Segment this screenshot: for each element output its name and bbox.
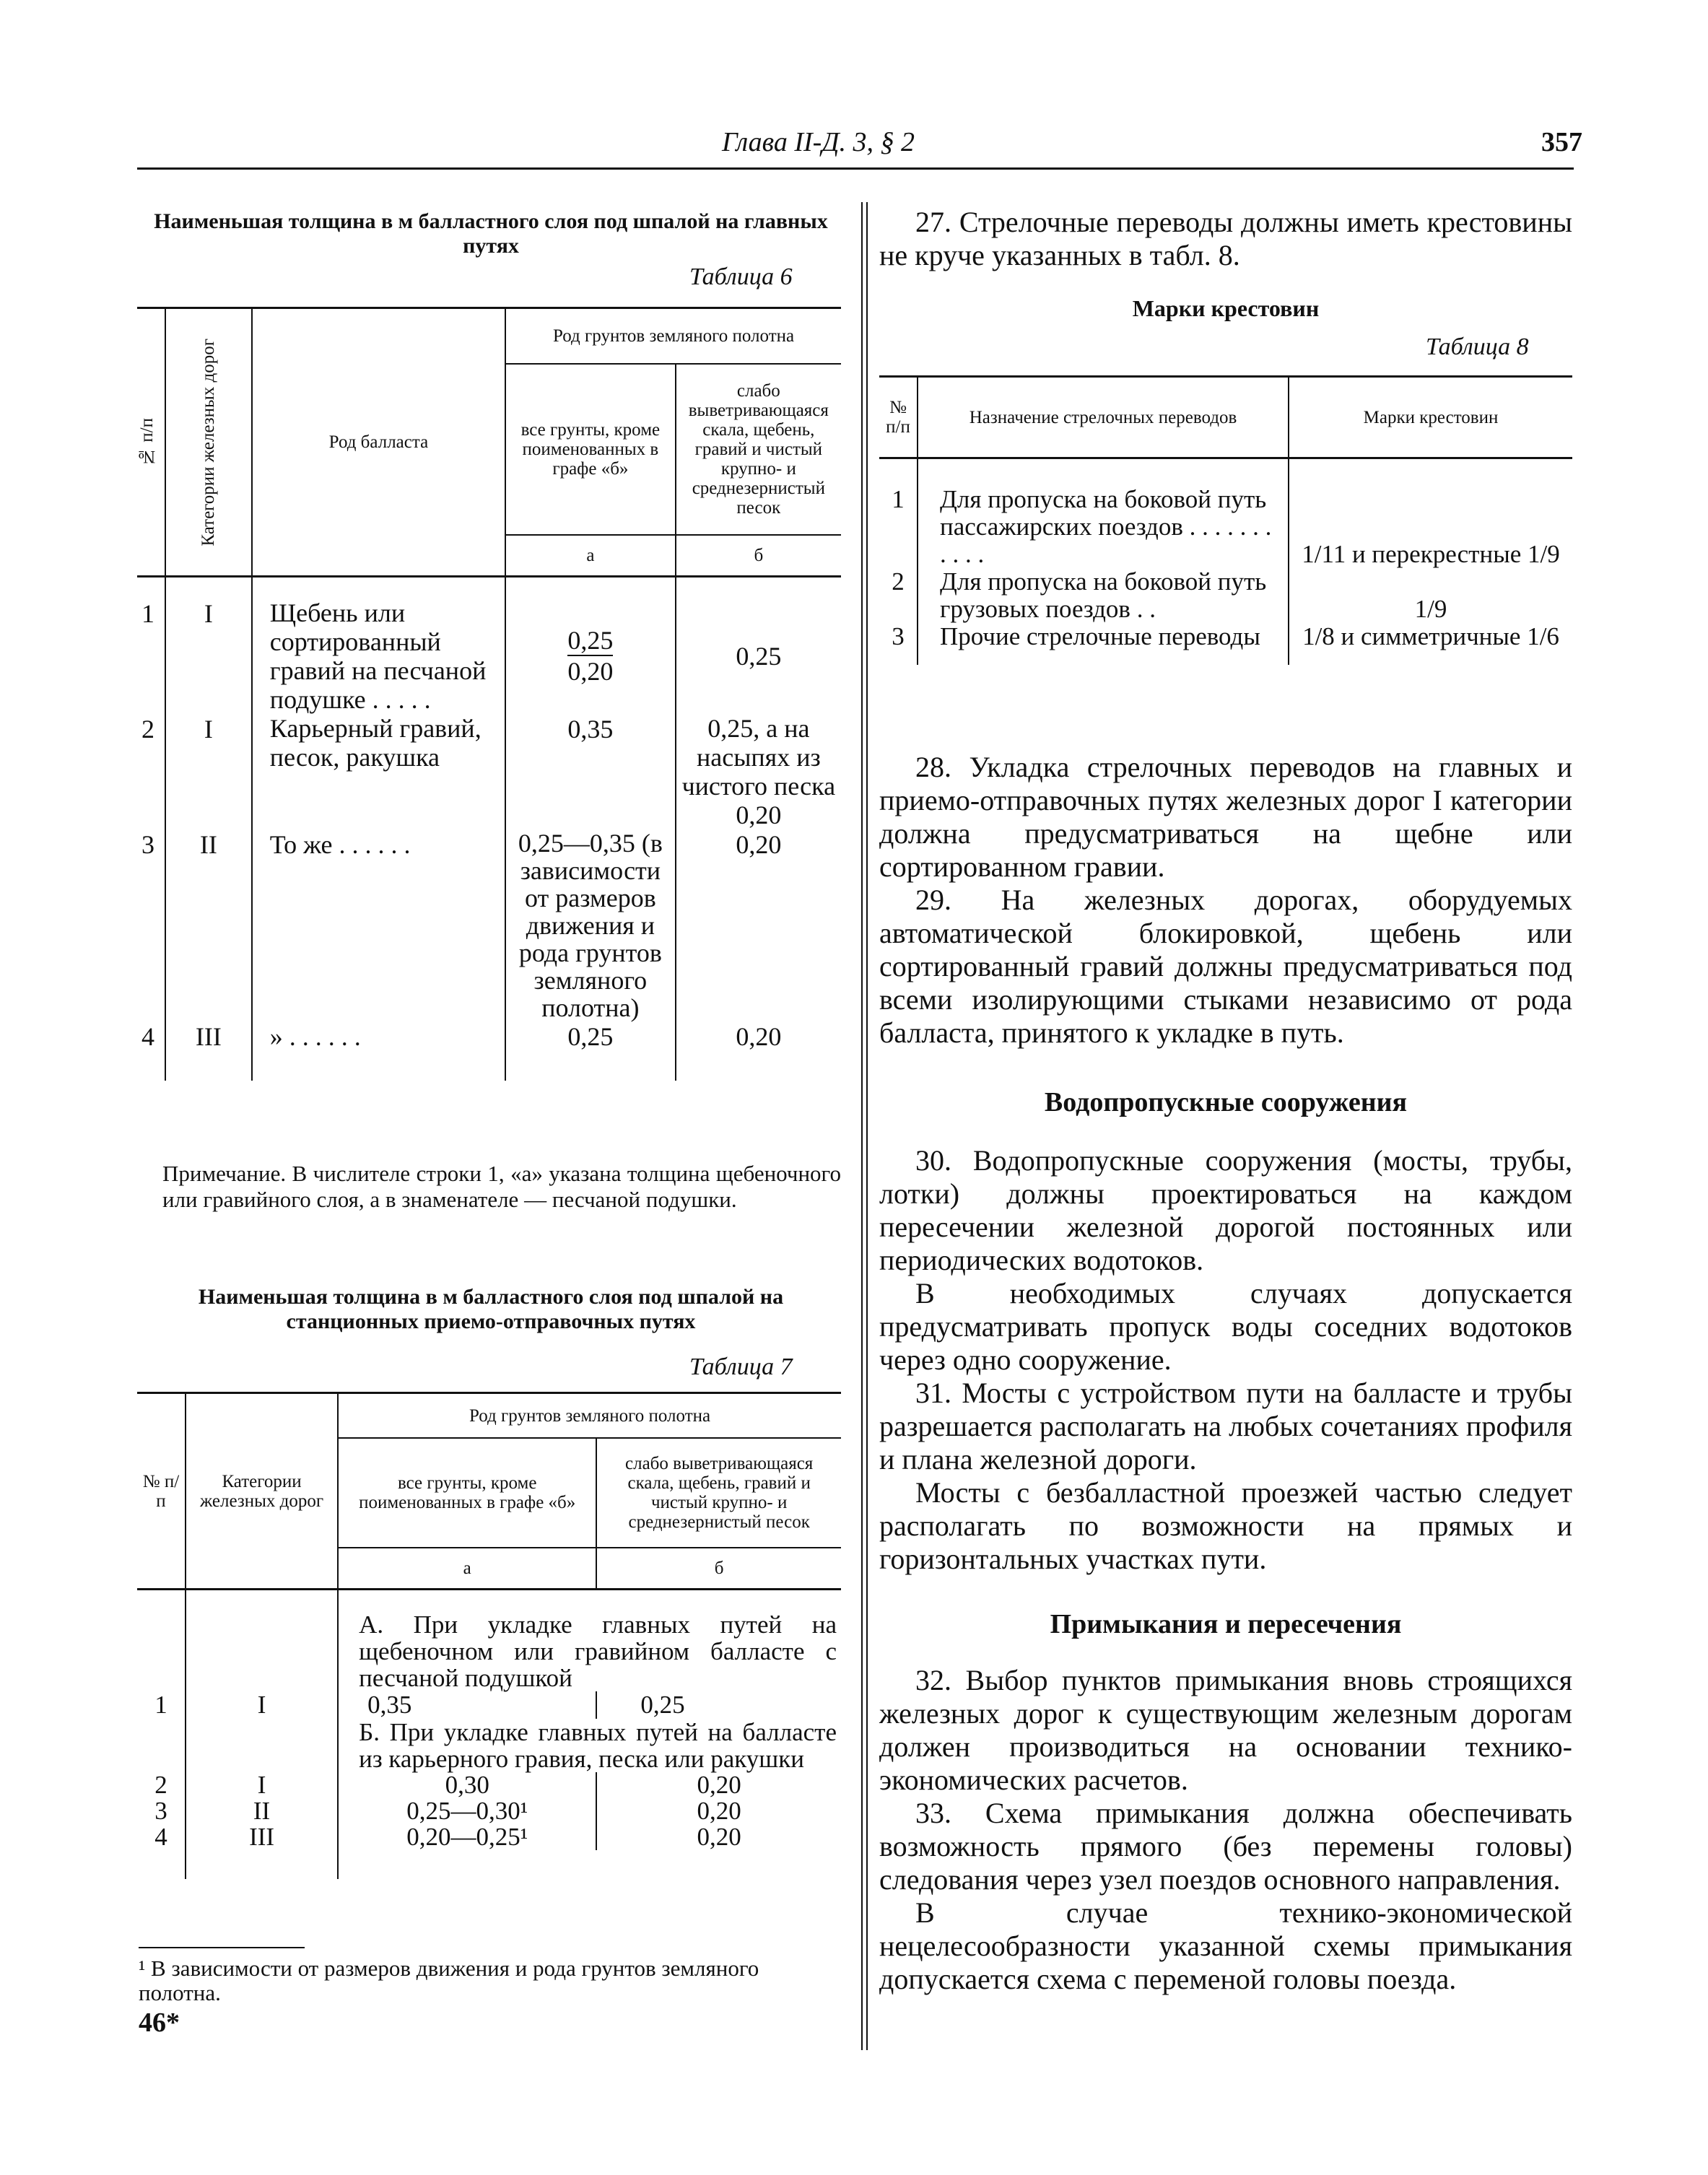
paragraph-31b: Мосты с безбалластной проезжей частью следует располагать по возможности на прямых и горизонтальных участках пути. bbox=[879, 1476, 1572, 1575]
table7 bbox=[137, 1392, 841, 1879]
table7-title: Наименьшая толщина в м балластного слоя под шпалой на станционных приемо-отправочных путях bbox=[198, 1285, 784, 1333]
table-row: 1 I 0,35 0,25 bbox=[137, 1691, 841, 1719]
column-divider-2 bbox=[866, 202, 868, 2050]
table8-header-marks: Марки крестовин bbox=[1289, 377, 1572, 458]
paragraph-29: 29. На железных дорогах, оборудуемых автоматической блокировкой, щебень или сортированный гравий должны предусматриваться под всеми изолирующими стыками независимо от рода балласта, принятого к укладке в путь. bbox=[879, 884, 1572, 1049]
paragraph-30: 30. Водопропускные сооружения (мосты, трубы, лотки) должны проектироваться на каждом пересечении железной дорогой постоянных или периодических водотоков. bbox=[879, 1144, 1572, 1276]
paragraph-32: 32. Выбор пунктов примыкания вновь строящихся железных дорог к существующим железным дорогам должен производиться на основании технико-экономических расчетов. bbox=[879, 1664, 1572, 1796]
table7-sub-b: б bbox=[596, 1548, 841, 1590]
table7-label: Таблица 7 bbox=[689, 1354, 793, 1380]
footnote-rule bbox=[139, 1947, 305, 1948]
table8-header-no: № п/п bbox=[886, 398, 910, 437]
table-row: 3 II 0,25—0,30¹ 0,20 bbox=[137, 1798, 841, 1824]
denominator: 0,20 bbox=[567, 657, 614, 686]
table8-title: Марки крестовин bbox=[1132, 295, 1320, 321]
paragraph-27: 27. Стрелочные переводы должны иметь крестовины не круче указанных в табл. 8. bbox=[879, 206, 1572, 271]
numerator: 0,25 bbox=[567, 626, 614, 655]
table6-title: Наименьшая толщина в м балластного слоя под шпалой на главных путях bbox=[154, 209, 828, 258]
header-rule bbox=[137, 167, 1574, 170]
table-row: 4 III 0,20—0,25¹ 0,20 bbox=[137, 1824, 841, 1850]
table7-section-a: А. При укладке главных путей на щебеночном или гравийном балласте с песчаной подушкой bbox=[338, 1611, 841, 1691]
column-divider bbox=[861, 202, 863, 2050]
table6-header-soil: Род грунтов земляного полотна bbox=[505, 308, 841, 365]
table8 bbox=[879, 375, 1572, 665]
paragraphs-32-33 bbox=[879, 1664, 1572, 1996]
table6-header-a: все грунты, кроме поименованных в графе «б» bbox=[505, 364, 676, 535]
paragraph-30b: В необходимых случаях допускается предусматривать пропуск воды соседних водотоков через одно сооружение. bbox=[879, 1277, 1572, 1376]
section-heading-culverts: Водопропускные сооружения bbox=[1044, 1087, 1408, 1117]
paragraph-33: 33. Схема примыкания должна обеспечивать возможность прямого (без перемены головы) следования через узел поездов основного направления. bbox=[879, 1797, 1572, 1896]
table-row: 1 I Щебень или сортированный гравий на песчаной подушке . . . . . 0,25 0,20 0,25 bbox=[137, 598, 841, 714]
table-row: 2 Для пропуска на боковой путь грузовых поездов . . 1/9 bbox=[879, 568, 1572, 623]
table6-header-category: Категории железных дорог bbox=[165, 308, 252, 577]
table7-header-a: все грунты, кроме поименованных в графе «б» bbox=[338, 1438, 596, 1548]
table6-header-no: № п/п bbox=[137, 418, 157, 466]
table6-sub-b: б bbox=[676, 535, 841, 577]
table6-label: Таблица 6 bbox=[689, 263, 793, 290]
table7-header-b: слабо выветривающаяся скала, щебень, гравий и чистый крупно- и среднезернистый песок bbox=[596, 1438, 841, 1548]
running-header-title: Глава II-Д. 3, § 2 bbox=[722, 127, 915, 157]
table6-header-b: слабо выветривающаяся скала, щебень, гравий и чистый крупно- и среднезернистый песок bbox=[676, 364, 841, 535]
table7-sub-a: а bbox=[338, 1548, 596, 1590]
table6 bbox=[137, 307, 841, 1081]
paragraph-33b: В случае технико-экономической нецелесообразности указанной схемы примыкания допускается схема с переменой головы поезда. bbox=[879, 1896, 1572, 1995]
table-row: 3 II То же . . . . . . 0,25—0,35 (в зависимости от размеров движения и рода грунтов земляного полотна) 0,20 bbox=[137, 829, 841, 1021]
table-row: 2 I 0,30 0,20 bbox=[137, 1772, 841, 1798]
table8-header-purpose: Назначение стрелочных переводов bbox=[918, 377, 1289, 458]
signature-mark: 46* bbox=[139, 2008, 180, 2038]
table6-header-ballast: Род балласта bbox=[252, 308, 505, 577]
paragraph-31: 31. Мосты с устройством пути на балласте и трубы разрешается располагать на любых сочетаниях профиля и плана железной дороги. bbox=[879, 1377, 1572, 1476]
table7-header-no: № п/п bbox=[142, 1471, 180, 1511]
page-number: 357 bbox=[1541, 127, 1582, 157]
paragraphs-30-31 bbox=[879, 1144, 1572, 1576]
table6-sub-a: а bbox=[505, 535, 676, 577]
section-heading-junctions: Примыкания и пересечения bbox=[1050, 1609, 1402, 1639]
table6-note: Примечание. В числителе строки 1, «а» указана толщина щебеночного или гравийного слоя, а в знаменателе — песчаной подушки. bbox=[162, 1161, 841, 1212]
table-row: 1 Для пропуска на боковой путь пассажирских поездов . . . . . . . . . . . 1/11 и перекрестные 1/9 bbox=[879, 486, 1572, 568]
table-row: 3 Прочие стрелочные переводы 1/8 и симметричные 1/6 bbox=[879, 623, 1572, 650]
paragraph-28: 28. Укладка стрелочных переводов на главных и приемо-отправочных путях железных дорог I категории должна предусматриваться на щебне или сортированном гравии. bbox=[879, 751, 1572, 883]
table7-section-b: Б. При укладке главных путей на балласте из карьерного гравия, песка или ракушки bbox=[338, 1719, 841, 1772]
table7-header-category: Категории железных дорог bbox=[186, 1393, 338, 1590]
table8-label: Таблица 8 bbox=[1426, 334, 1529, 360]
table7-header-soil: Род грунтов земляного полотна bbox=[338, 1393, 841, 1439]
paragraphs-28-29 bbox=[879, 751, 1572, 1050]
table-row: 4 III » . . . . . . 0,25 0,20 bbox=[137, 1021, 841, 1052]
fraction-cell bbox=[505, 598, 676, 714]
table7-footnote: ¹ В зависимости от размеров движения и рода грунтов земляного полотна. bbox=[139, 1956, 759, 2005]
table-row: 2 I Карьерный гравий, песок, ракушка 0,35 0,25, а на насыпях из чистого песка 0,20 bbox=[137, 714, 841, 829]
